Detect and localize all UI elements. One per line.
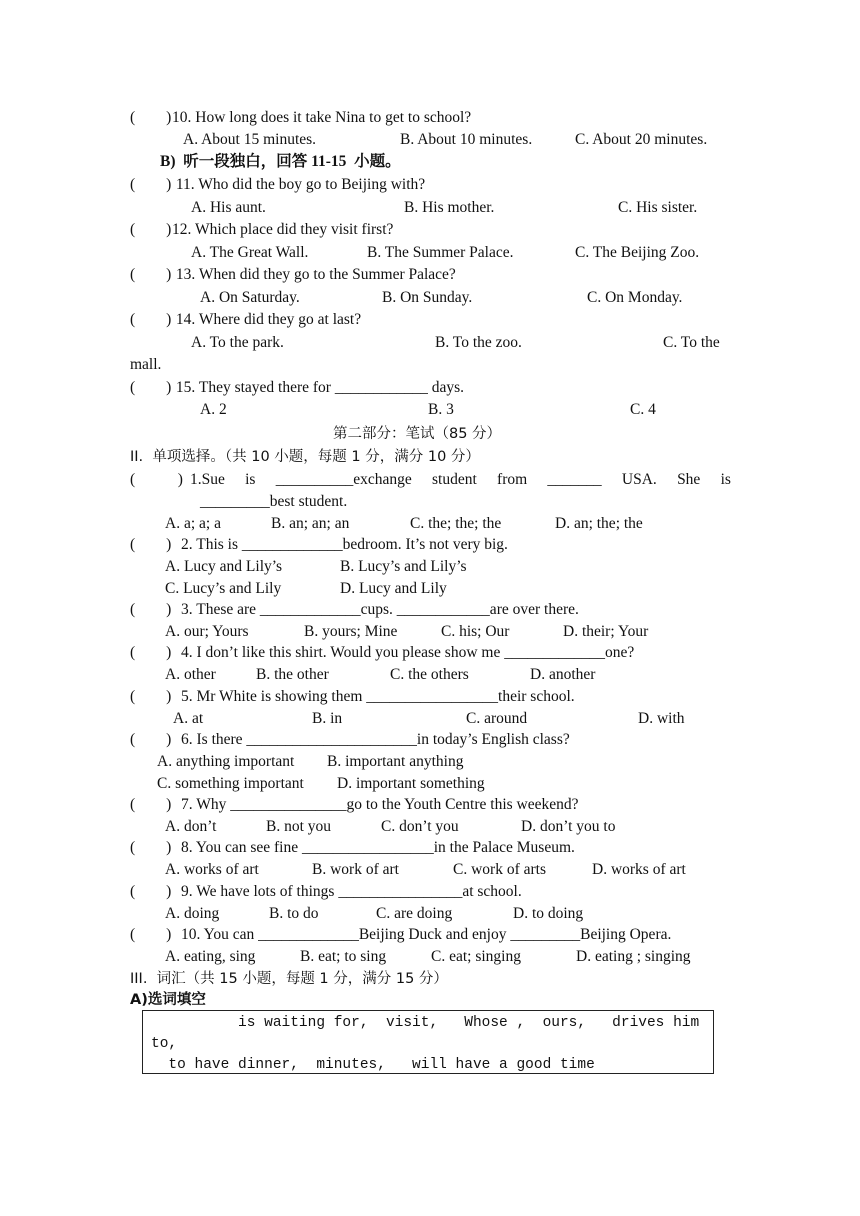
question-text: 10. How long does it take Nina to get to school? xyxy=(172,109,472,126)
word-bank-box xyxy=(142,1010,714,1074)
option-c: C. To the xyxy=(663,334,720,351)
option-a: A. To the park. xyxy=(191,334,284,351)
answer-bracket: ( ) xyxy=(130,796,172,813)
question-text: 2. This is _____________bedroom. It’s not very big. xyxy=(181,536,508,553)
option-b: B. His mother. xyxy=(404,199,495,216)
option-b: B. yours; Mine xyxy=(304,623,398,640)
option-c: C. work of arts xyxy=(453,861,546,878)
option-c: C. About 20 minutes. xyxy=(575,131,708,148)
question-text: 1.Sue is __________exchange student from _______ USA. She is xyxy=(190,471,731,488)
option-c: C. his; Our xyxy=(441,623,510,640)
section-heading-vocabulary: III. 词汇（共 15 小题，每题 1 分，满分 15 分） xyxy=(130,971,448,987)
question-text: 4. I don’t like this shirt. Would you please show me _____________one? xyxy=(181,644,635,661)
option-b: B. an; an; an xyxy=(271,515,350,532)
answer-bracket: ( ) xyxy=(130,109,172,126)
option-d: D. eating ; singing xyxy=(576,948,691,965)
option-c: C. the; the; the xyxy=(410,515,502,532)
option-c: C. the others xyxy=(390,666,469,683)
option-d: D. don’t you to xyxy=(521,818,616,835)
option-a: A. On Saturday. xyxy=(200,289,300,306)
option-a: A. don’t xyxy=(165,818,217,835)
answer-bracket: ( ) xyxy=(130,601,172,618)
option-c-continued: mall. xyxy=(130,356,162,373)
option-a: A. 2 xyxy=(200,401,227,418)
answer-bracket: ( ) xyxy=(130,883,172,900)
option-a: A. our; Yours xyxy=(165,623,249,640)
option-d: D. works of art xyxy=(592,861,686,878)
option-a: A. a; a; a xyxy=(165,515,221,532)
option-a: A. other xyxy=(165,666,216,683)
question-text: 11. Who did the boy go to Beijing with? xyxy=(172,176,426,193)
option-b: B. in xyxy=(312,710,343,727)
question-text: 15. They stayed there for ____________ days. xyxy=(172,379,465,396)
option-a: A. anything important xyxy=(157,753,295,770)
option-b: B. To the zoo. xyxy=(435,334,522,351)
answer-bracket: ( ) xyxy=(130,926,172,943)
option-a: A. The Great Wall. xyxy=(191,244,309,261)
section-heading-listening-b: B) 听一段独白，回答 11-15 小题。 xyxy=(160,153,401,170)
answer-bracket: ( ) xyxy=(130,471,183,488)
option-b: B. About 10 minutes. xyxy=(400,131,533,148)
option-c: C. His sister. xyxy=(618,199,698,216)
option-d: D. their; Your xyxy=(563,623,649,640)
answer-bracket: ( ) xyxy=(130,644,172,661)
option-a: A. doing xyxy=(165,905,220,922)
subsection-heading-word-fill: A)选词填空 xyxy=(130,992,206,1008)
word-bank-line: is waiting for, visit, Whose , ours, drives him xyxy=(151,1015,700,1031)
question-text: 14. Where did they go at last? xyxy=(172,311,362,328)
option-c: C. The Beijing Zoo. xyxy=(575,244,700,261)
option-a: A. His aunt. xyxy=(191,199,266,216)
answer-bracket: ( ) xyxy=(130,688,172,705)
question-text-continued: _________best student. xyxy=(200,493,348,510)
question-text: 12. Which place did they visit first? xyxy=(172,221,394,238)
option-b: B. On Sunday. xyxy=(382,289,473,306)
answer-bracket: ( ) xyxy=(130,176,172,193)
option-d: D. another xyxy=(530,666,596,683)
option-b: B. not you xyxy=(266,818,332,835)
option-b: B. Lucy’s and Lily’s xyxy=(340,558,467,575)
option-a: A. at xyxy=(173,710,204,727)
option-b: B. important anything xyxy=(327,753,464,770)
option-b: B. the other xyxy=(256,666,329,683)
option-b: B. work of art xyxy=(312,861,399,878)
option-b: B. 3 xyxy=(428,401,454,418)
answer-bracket: ( ) xyxy=(130,379,172,396)
option-c: C. are doing xyxy=(376,905,453,922)
option-c: C. On Monday. xyxy=(587,289,683,306)
answer-bracket: ( ) xyxy=(130,311,172,328)
answer-bracket: ( ) xyxy=(130,731,172,748)
answer-bracket: ( ) xyxy=(130,221,172,238)
option-d: D. an; the; the xyxy=(555,515,643,532)
question-text: 3. These are _____________cups. ____________are over there. xyxy=(181,601,579,618)
option-b: B. The Summer Palace. xyxy=(367,244,514,261)
question-text: 6. Is there ______________________in today’s English class? xyxy=(181,731,570,748)
part-two-title: 第二部分：笔试（85 分） xyxy=(333,426,502,442)
section-heading-multiple-choice: II. 单项选择。（共 10 小题，每题 1 分，满分 10 分） xyxy=(130,449,480,465)
option-b: B. eat; to sing xyxy=(300,948,387,965)
option-c: C. around xyxy=(466,710,528,727)
answer-bracket: ( ) xyxy=(130,266,172,283)
option-a: A. Lucy and Lily’s xyxy=(165,558,283,575)
option-d: D. important something xyxy=(337,775,485,792)
option-d: D. to doing xyxy=(513,905,584,922)
question-text: 13. When did they go to the Summer Palace? xyxy=(172,266,456,283)
option-c: C. something important xyxy=(157,775,304,792)
question-text: 9. We have lots of things ________________at school. xyxy=(181,883,522,900)
option-c: C. 4 xyxy=(630,401,656,418)
option-a: A. eating, sing xyxy=(165,948,256,965)
option-b: B. to do xyxy=(269,905,319,922)
question-text: 5. Mr White is showing them _________________their school. xyxy=(181,688,575,705)
question-text: 8. You can see fine _________________in the Palace Museum. xyxy=(181,839,575,856)
answer-bracket: ( ) xyxy=(130,839,172,856)
option-c: C. Lucy’s and Lily xyxy=(165,580,282,597)
option-a: A. About 15 minutes. xyxy=(183,131,317,148)
option-d: D. with xyxy=(638,710,685,727)
option-a: A. works of art xyxy=(165,861,259,878)
answer-bracket: ( ) xyxy=(130,536,172,553)
question-text: 10. You can _____________Beijing Duck and enjoy _________Beijing Opera. xyxy=(181,926,672,943)
word-bank-line: to, xyxy=(151,1036,178,1052)
question-text: 7. Why _______________go to the Youth Centre this weekend? xyxy=(181,796,579,813)
option-c: C. don’t you xyxy=(381,818,459,835)
option-d: D. Lucy and Lily xyxy=(340,580,447,597)
option-c: C. eat; singing xyxy=(431,948,521,965)
word-bank-line: to have dinner, minutes, will have a good time xyxy=(151,1057,595,1073)
